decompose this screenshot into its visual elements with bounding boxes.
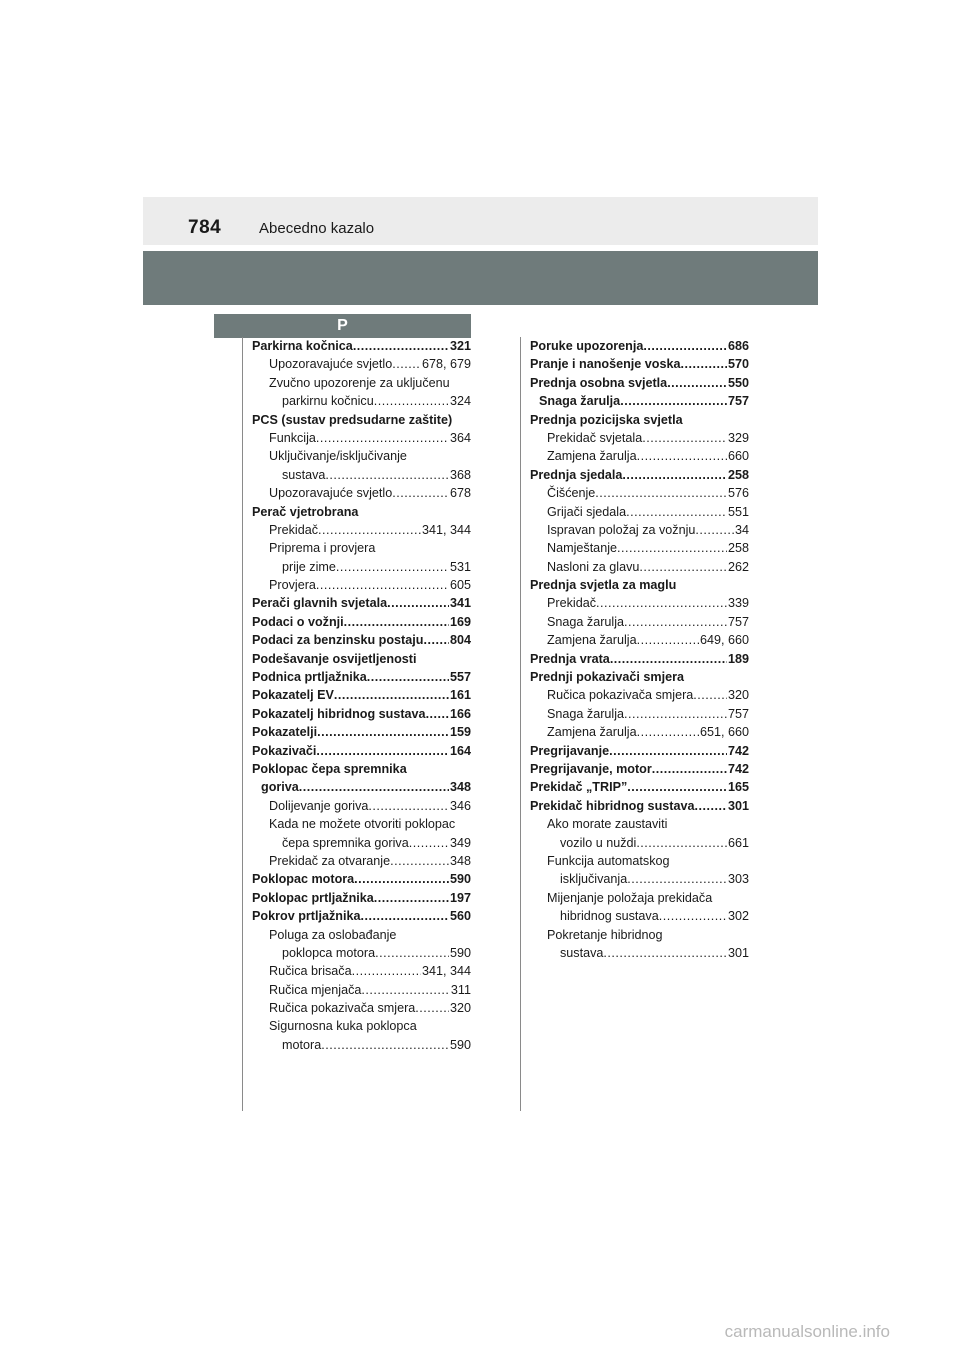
page-reference: 531 xyxy=(449,559,471,574)
page-reference: 364 xyxy=(449,430,471,445)
dot-leader xyxy=(637,723,699,741)
page-reference: 348 xyxy=(449,853,471,868)
dot-leader xyxy=(318,521,421,539)
index-entry xyxy=(252,944,471,962)
index-entry xyxy=(530,870,749,888)
header-light-band xyxy=(143,197,818,245)
index-term: Sigurnosna kuka poklopca xyxy=(269,1019,417,1034)
index-entry xyxy=(530,447,749,465)
index-term: sustava xyxy=(282,467,326,482)
dot-leader xyxy=(354,870,449,888)
index-entry xyxy=(252,870,471,888)
page-reference: 197 xyxy=(449,890,471,905)
index-entry xyxy=(530,926,749,944)
dot-leader xyxy=(624,705,727,723)
index-term: Grijači sjedala xyxy=(547,504,627,519)
page-reference: 757 xyxy=(727,394,749,409)
dot-leader xyxy=(336,558,449,576)
page-reference: 649, 660 xyxy=(699,633,749,648)
index-term: Podaci o vožnji xyxy=(252,614,344,629)
dot-leader xyxy=(667,374,727,392)
index-column-right xyxy=(530,337,749,962)
index-entry xyxy=(252,650,471,668)
index-term: Podešavanje osvijetljenosti xyxy=(252,651,417,666)
index-term: Pregrijavanje xyxy=(530,743,610,758)
index-entry xyxy=(530,834,749,852)
dot-leader xyxy=(415,999,449,1017)
page-reference: 590 xyxy=(449,1037,471,1052)
index-term: goriva xyxy=(261,780,299,795)
index-term: Ručica pokazivača smjera xyxy=(547,688,694,703)
page-reference: 605 xyxy=(449,578,471,593)
page-reference: 557 xyxy=(449,670,471,685)
dot-leader xyxy=(352,962,421,980)
page-reference: 258 xyxy=(727,467,749,482)
index-entry xyxy=(252,466,471,484)
index-entry xyxy=(252,411,471,429)
dot-leader xyxy=(390,852,449,870)
page-reference: 303 xyxy=(727,872,749,887)
dot-leader xyxy=(361,981,450,999)
page-number: 784 xyxy=(188,217,222,238)
index-entry xyxy=(252,962,471,980)
index-term: Prekidač svjetala xyxy=(547,430,643,445)
dot-leader xyxy=(316,576,449,594)
page-reference: 560 xyxy=(449,909,471,924)
page-reference: 189 xyxy=(727,651,749,666)
index-entry xyxy=(252,668,471,686)
dot-leader xyxy=(694,797,727,815)
page-reference: 551 xyxy=(727,504,749,519)
index-entry xyxy=(252,1036,471,1054)
index-term: Pokazivači xyxy=(252,743,317,758)
dot-leader xyxy=(426,705,449,723)
index-term: parkirnu kočnicu xyxy=(282,394,374,409)
dot-leader xyxy=(299,778,449,796)
dot-leader xyxy=(637,631,699,649)
dot-leader xyxy=(392,484,449,502)
column-divider-left xyxy=(242,337,243,1111)
dot-leader xyxy=(409,834,449,852)
index-entry xyxy=(252,355,471,373)
index-entry xyxy=(530,594,749,612)
dot-leader xyxy=(639,558,727,576)
dot-leader xyxy=(374,392,449,410)
page-reference: 339 xyxy=(727,596,749,611)
index-term: Pokazatelji xyxy=(252,725,318,740)
index-term: Snaga žarulja xyxy=(547,614,625,629)
index-term: Prednja pozicijska svjetla xyxy=(530,412,683,427)
dot-leader xyxy=(317,723,449,741)
page-reference: 341, 344 xyxy=(421,522,471,537)
index-entry xyxy=(530,797,749,815)
page-reference: 169 xyxy=(449,614,471,629)
dot-leader xyxy=(595,484,727,502)
dot-leader xyxy=(387,594,449,612)
index-entry xyxy=(530,558,749,576)
index-entry xyxy=(530,521,749,539)
dot-leader xyxy=(636,834,727,852)
page-reference: 301 xyxy=(727,945,749,960)
index-term: Zamjena žarulja xyxy=(547,633,637,648)
index-entry xyxy=(252,429,471,447)
index-term: Priprema i provjera xyxy=(269,541,376,556)
index-term: Poruke upozorenja xyxy=(530,339,644,353)
index-entry xyxy=(252,503,471,521)
index-entry xyxy=(530,631,749,649)
index-term: Prekidač hibridnog sustava xyxy=(530,798,695,813)
index-entry xyxy=(252,594,471,612)
index-entry xyxy=(252,576,471,594)
index-term: vozilo u nuždi xyxy=(560,835,637,850)
page-reference: 368 xyxy=(449,467,471,482)
dot-leader xyxy=(643,337,727,355)
index-entry xyxy=(252,521,471,539)
page-reference: 166 xyxy=(449,706,471,721)
index-entry xyxy=(530,907,749,925)
index-entry xyxy=(530,337,749,355)
index-entry xyxy=(252,705,471,723)
index-term: Funkcija xyxy=(269,430,316,445)
index-term: Zamjena žarulja xyxy=(547,449,637,464)
index-term: Pokretanje hibridnog xyxy=(547,927,663,942)
index-entry xyxy=(252,723,471,741)
dot-leader xyxy=(627,870,727,888)
page-reference: 34 xyxy=(734,522,749,537)
index-term: motora xyxy=(282,1037,322,1052)
index-entry xyxy=(252,447,471,465)
column-divider-right xyxy=(520,337,521,1111)
index-term: Kada ne možete otvoriti poklopac xyxy=(269,817,456,832)
index-entry xyxy=(252,686,471,704)
index-term: Funkcija automatskog xyxy=(547,853,670,868)
dot-leader xyxy=(637,447,727,465)
index-entry xyxy=(530,576,749,594)
index-term: Perač vjetrobrana xyxy=(252,504,359,519)
index-entry xyxy=(252,613,471,631)
index-entry xyxy=(252,374,471,392)
index-entry xyxy=(530,539,749,557)
index-term: Prekidač za otvaranje xyxy=(269,853,391,868)
dot-leader xyxy=(321,1036,449,1054)
dot-leader xyxy=(642,429,727,447)
index-entry xyxy=(252,392,471,410)
index-term: čepa spremnika goriva xyxy=(282,835,409,850)
index-term: prije zime xyxy=(282,559,336,574)
index-entry xyxy=(530,686,749,704)
dot-leader xyxy=(375,944,449,962)
page-reference: 161 xyxy=(449,688,471,703)
index-entry xyxy=(530,392,749,410)
page-reference: 159 xyxy=(449,725,471,740)
index-entry xyxy=(252,907,471,925)
dot-leader xyxy=(603,944,727,962)
dot-leader xyxy=(617,539,727,557)
page-reference: 349 xyxy=(449,835,471,850)
dot-leader xyxy=(624,613,727,631)
index-term: Pokazatelj hibridnog sustava xyxy=(252,706,426,721)
page-reference: 341 xyxy=(449,596,471,611)
dot-leader xyxy=(596,594,727,612)
page-title: Abecedno kazalo xyxy=(259,220,375,237)
index-entry xyxy=(530,374,749,392)
index-column-left xyxy=(252,337,471,1054)
index-term: Prednji pokazivači smjera xyxy=(530,670,684,685)
page-reference: 686 xyxy=(727,339,749,353)
index-term: Prekidač xyxy=(269,522,318,537)
index-entry xyxy=(530,484,749,502)
page-reference: 804 xyxy=(449,633,471,648)
index-entry xyxy=(252,760,471,778)
index-term: Parkirna kočnica xyxy=(252,339,353,353)
page-reference: 348 xyxy=(449,780,471,795)
index-entry xyxy=(530,742,749,760)
index-entry xyxy=(530,778,749,796)
dot-leader xyxy=(316,742,449,760)
index-term: hibridnog sustava xyxy=(560,909,659,924)
index-entry xyxy=(530,723,749,741)
dot-leader xyxy=(695,521,734,539)
index-term: Ako morate zaustaviti xyxy=(547,817,668,832)
dot-leader xyxy=(353,337,449,355)
index-term: Pokrov prtljažnika xyxy=(252,909,361,924)
dot-leader xyxy=(423,631,449,649)
index-entry xyxy=(252,337,471,355)
index-entry xyxy=(252,926,471,944)
index-term: Snaga žarulja xyxy=(547,706,625,721)
index-term: Podnica prtljažnika xyxy=(252,670,367,685)
index-term: Perači glavnih svjetala xyxy=(252,596,388,611)
index-term: Poluga za oslobađanje xyxy=(269,927,397,942)
page-reference: 165 xyxy=(727,780,749,795)
index-entry xyxy=(252,1017,471,1035)
page-reference: 590 xyxy=(449,872,471,887)
index-term: Ručica mjenjača xyxy=(269,982,362,997)
index-entry xyxy=(530,411,749,429)
index-entry xyxy=(252,742,471,760)
index-term: Dolijevanje goriva xyxy=(269,798,369,813)
page-reference: 678, 679 xyxy=(421,357,471,372)
index-entry xyxy=(530,466,749,484)
index-term: isključivanja xyxy=(560,872,628,887)
index-term: Nasloni za glavu xyxy=(547,559,640,574)
page-reference: 302 xyxy=(727,909,749,924)
page-reference: 324 xyxy=(449,394,471,409)
page-reference: 341, 344 xyxy=(421,964,471,979)
index-term: Poklopac prtljažnika xyxy=(252,890,374,905)
index-term: Poklopac motora xyxy=(252,872,355,887)
index-term: Prekidač „TRIP” xyxy=(530,780,628,795)
index-term: Pokazatelj EV xyxy=(252,688,334,703)
dot-leader xyxy=(325,466,449,484)
index-entry xyxy=(252,852,471,870)
dot-leader xyxy=(374,889,449,907)
index-term: sustava xyxy=(560,945,604,960)
index-term: Provjera xyxy=(269,578,316,593)
header-dark-band xyxy=(143,251,818,305)
dot-leader xyxy=(627,778,727,796)
page-reference: 742 xyxy=(727,761,749,776)
page-reference: 301 xyxy=(727,798,749,813)
index-entry xyxy=(252,834,471,852)
index-entry xyxy=(252,889,471,907)
index-term: Namještanje xyxy=(547,541,617,556)
page-reference: 262 xyxy=(727,559,749,574)
index-term: Snaga žarulja xyxy=(539,394,621,409)
page-reference: 576 xyxy=(727,486,749,501)
index-entry xyxy=(252,558,471,576)
dot-leader xyxy=(626,503,727,521)
index-term: Podaci za benzinsku postaju xyxy=(252,633,424,648)
index-term: PCS (sustav predsudarne zaštite) xyxy=(252,412,453,427)
index-term: Zamjena žarulja xyxy=(547,725,637,740)
page-reference: 346 xyxy=(449,798,471,813)
index-term: Prekidač xyxy=(547,596,596,611)
page-reference: 320 xyxy=(449,1001,471,1016)
page-reference: 660 xyxy=(727,449,749,464)
index-entry xyxy=(252,815,471,833)
index-entry xyxy=(530,760,749,778)
index-term: Ručica brisača xyxy=(269,964,352,979)
index-entry xyxy=(530,355,749,373)
page-reference: 320 xyxy=(727,688,749,703)
dot-leader xyxy=(392,355,421,373)
index-term: Ispravan položaj za vožnju xyxy=(547,522,696,537)
page-reference: 550 xyxy=(727,375,749,390)
dot-leader xyxy=(622,466,727,484)
dot-leader xyxy=(620,392,727,410)
index-entry xyxy=(530,889,749,907)
index-entry xyxy=(252,484,471,502)
section-letter-bar: P xyxy=(214,314,471,338)
index-term: Zvučno upozorenje za uključenu xyxy=(269,375,450,390)
footer-watermark: carmanualsonline.info xyxy=(724,1322,890,1341)
page-reference: 311 xyxy=(450,982,471,997)
dot-leader xyxy=(609,742,727,760)
index-entry xyxy=(530,705,749,723)
index-entry xyxy=(252,981,471,999)
index-entry xyxy=(530,429,749,447)
dot-leader xyxy=(610,650,727,668)
index-term: Prednja svjetla za maglu xyxy=(530,578,677,593)
page-reference: 258 xyxy=(727,541,749,556)
page-reference: 164 xyxy=(449,743,471,758)
index-term: Prednja vrata xyxy=(530,651,610,666)
index-entry xyxy=(530,815,749,833)
page-reference: 661 xyxy=(727,835,749,850)
dot-leader xyxy=(652,760,727,778)
index-entry xyxy=(252,797,471,815)
dot-leader xyxy=(659,907,727,925)
dot-leader xyxy=(681,355,727,373)
index-entry xyxy=(530,944,749,962)
page-reference: 742 xyxy=(727,743,749,758)
page-reference: 590 xyxy=(449,945,471,960)
page-reference: 757 xyxy=(727,706,749,721)
dot-leader xyxy=(344,613,449,631)
index-term: Pregrijavanje, motor xyxy=(530,761,652,776)
index-entry xyxy=(530,668,749,686)
dot-leader xyxy=(368,797,449,815)
page-reference: 321 xyxy=(449,339,471,353)
index-term: Upozoravajuće svjetlo xyxy=(269,486,393,501)
page-reference: 678 xyxy=(449,486,471,501)
index-term: Prednja osobna svjetla xyxy=(530,375,668,390)
index-entry xyxy=(252,778,471,796)
index-term: Ručica pokazivača smjera xyxy=(269,1001,416,1016)
dot-leader xyxy=(360,907,449,925)
index-entry xyxy=(530,650,749,668)
index-entry xyxy=(252,539,471,557)
dot-leader xyxy=(693,686,727,704)
index-term: Mijenjanje položaja prekidača xyxy=(547,890,713,905)
index-term: Poklopac čepa spremnika xyxy=(252,761,407,776)
index-entry xyxy=(530,613,749,631)
index-entry xyxy=(252,631,471,649)
index-term: Upozoravajuće svjetlo xyxy=(269,357,393,372)
index-term: Prednja sjedala xyxy=(530,467,623,482)
dot-leader xyxy=(334,686,449,704)
index-term: Čišćenje xyxy=(547,486,596,501)
page-reference: 651, 660 xyxy=(699,725,749,740)
index-term: poklopca motora xyxy=(282,945,376,960)
page-reference: 757 xyxy=(727,614,749,629)
dot-leader xyxy=(367,668,449,686)
index-entry xyxy=(530,852,749,870)
index-entry xyxy=(252,999,471,1017)
page-reference: 329 xyxy=(727,430,749,445)
index-entry xyxy=(530,503,749,521)
index-term: Pranje i nanošenje voska xyxy=(530,357,681,372)
index-term: Uključivanje/isključivanje xyxy=(269,449,407,464)
dot-leader xyxy=(316,429,449,447)
page-reference: 570 xyxy=(727,357,749,372)
